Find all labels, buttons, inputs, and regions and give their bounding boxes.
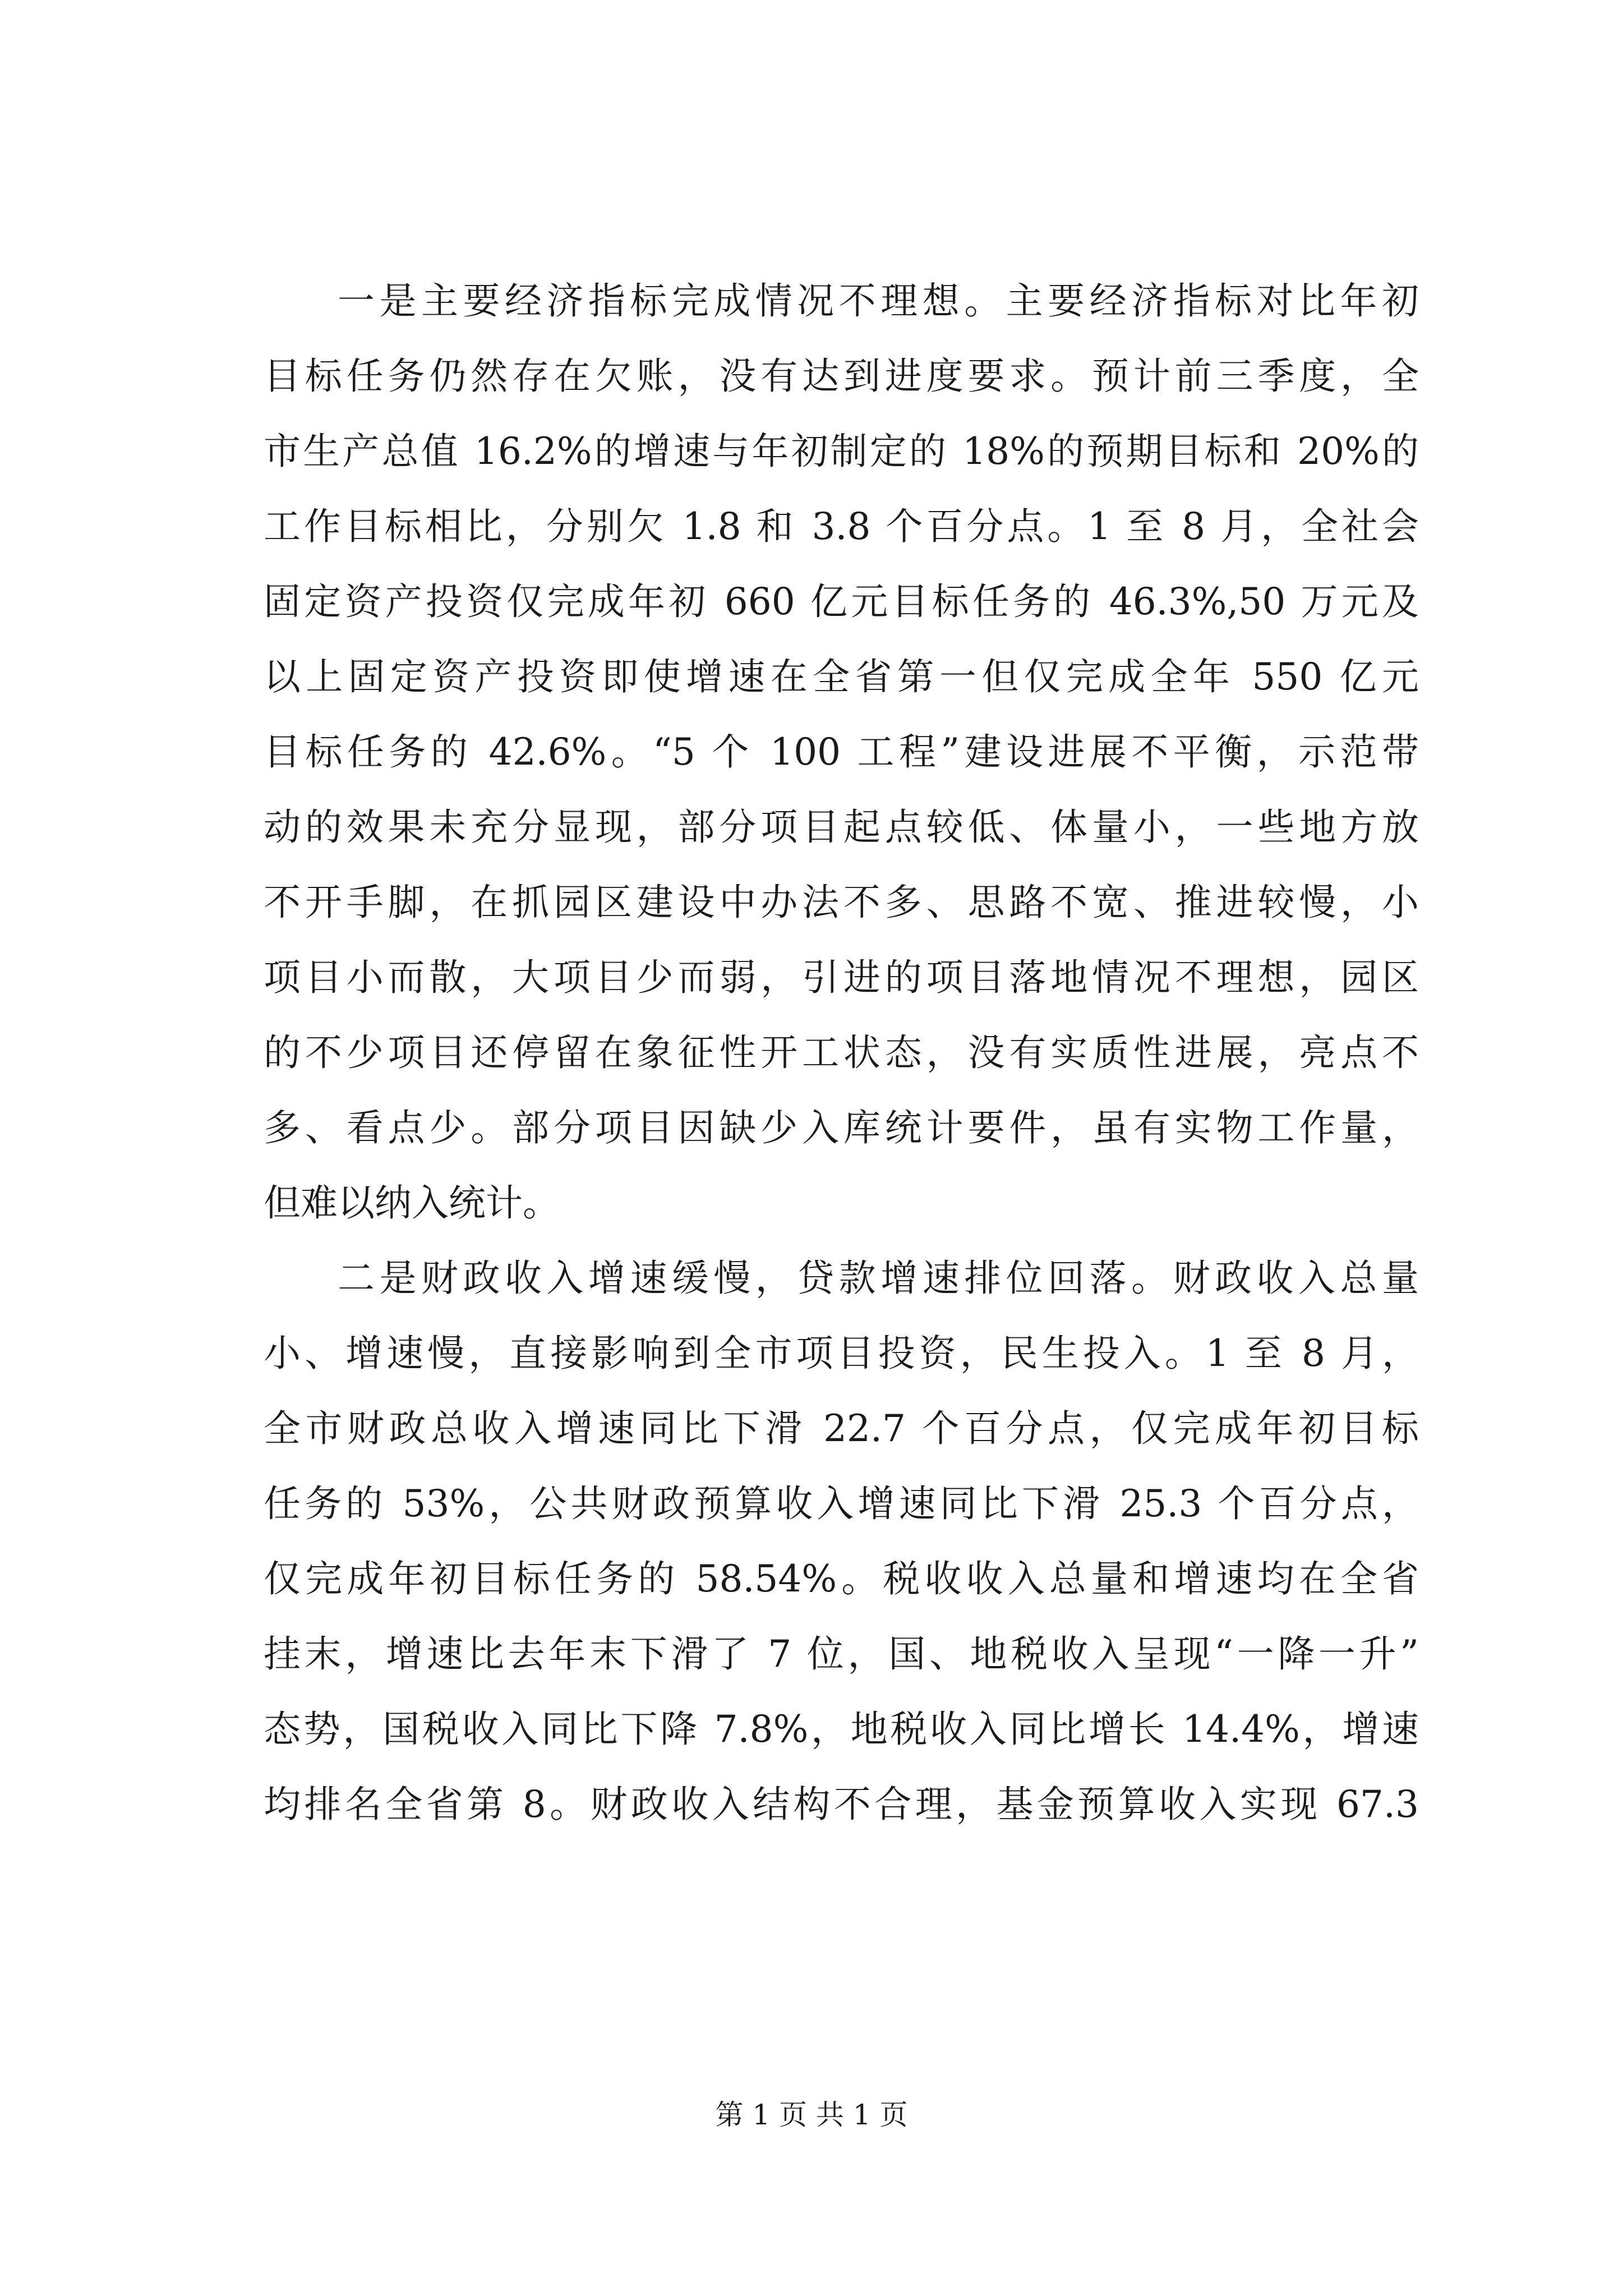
paragraph-1-line-6: 以上固定资产投资即使增速在全省第一但仅完成全年 550 亿元 xyxy=(264,655,1419,698)
paragraph-2-line-5: 仅完成年初目标任务的 58.54%。税收收入总量和增速均在全省 xyxy=(264,1557,1419,1600)
page-footer xyxy=(0,2098,1623,2132)
paragraph-2-line-8: 均排名全省第 8。财政收入结构不合理，基金预算收入实现 67.3 xyxy=(264,1783,1419,1826)
paragraph-1-line-4: 工作目标相比，分别欠 1.8 和 3.8 个百分点。1 至 8 月，全社会 xyxy=(264,505,1419,548)
paragraph-1-line-2: 目标任务仍然存在欠账，没有达到进度要求。预计前三季度，全 xyxy=(264,355,1419,398)
paragraph-1-line-10: 项目小而散，大项目少而弱，引进的项目落地情况不理想，园区 xyxy=(264,956,1419,999)
paragraph-1-line-12: 多、看点少。部分项目因缺少入库统计要件，虽有实物工作量， xyxy=(264,1106,1419,1149)
paragraph-1-line-11: 的不少项目还停留在象征性开工状态，没有实质性进展，亮点不 xyxy=(264,1031,1419,1074)
paragraph-1-line-8: 动的效果未充分显现，部分项目起点较低、体量小，一些地方放 xyxy=(264,806,1419,849)
paragraph-2-line-4: 任务的 53%，公共财政预算收入增速同比下滑 25.3 个百分点， xyxy=(264,1482,1419,1525)
page-number-label: 第 1 页 共 1 页 xyxy=(715,2099,908,2131)
paragraph-1-line-13: 但难以纳入统计。 xyxy=(264,1181,560,1225)
document-body xyxy=(264,264,1419,1842)
paragraph-2-line-7: 态势，国税收入同比下降 7.8%，地税收入同比增长 14.4%，增速 xyxy=(264,1708,1419,1751)
paragraph-2-line-3: 全市财政总收入增速同比下滑 22.7 个百分点，仅完成年初目标 xyxy=(264,1407,1419,1450)
paragraph-1-line-3: 市生产总值 16.2%的增速与年初制定的 18%的预期目标和 20%的 xyxy=(264,430,1419,473)
paragraph-1-line-1: 一是主要经济指标完成情况不理想。主要经济指标对比年初 xyxy=(338,279,1419,323)
paragraph-1-line-5: 固定资产投资仅完成年初 660 亿元目标任务的 46.3%,50 万元及 xyxy=(264,580,1419,623)
paragraph-1-line-9: 不开手脚，在抓园区建设中办法不多、思路不宽、推进较慢，小 xyxy=(264,881,1419,924)
paragraph-2-line-2: 小、增速慢，直接影响到全市项目投资，民生投入。1 至 8 月， xyxy=(264,1332,1419,1375)
paragraph-2-line-1: 二是财政收入增速缓慢，贷款增速排位回落。财政收入总量 xyxy=(338,1257,1419,1300)
paragraph-2-line-6: 挂末，增速比去年末下滑了 7 位，国、地税收入呈现“一降一升” xyxy=(264,1632,1419,1676)
paragraph-1-line-7: 目标任务的 42.6%。“5 个 100 工程”建设进展不平衡，示范带 xyxy=(264,730,1419,774)
